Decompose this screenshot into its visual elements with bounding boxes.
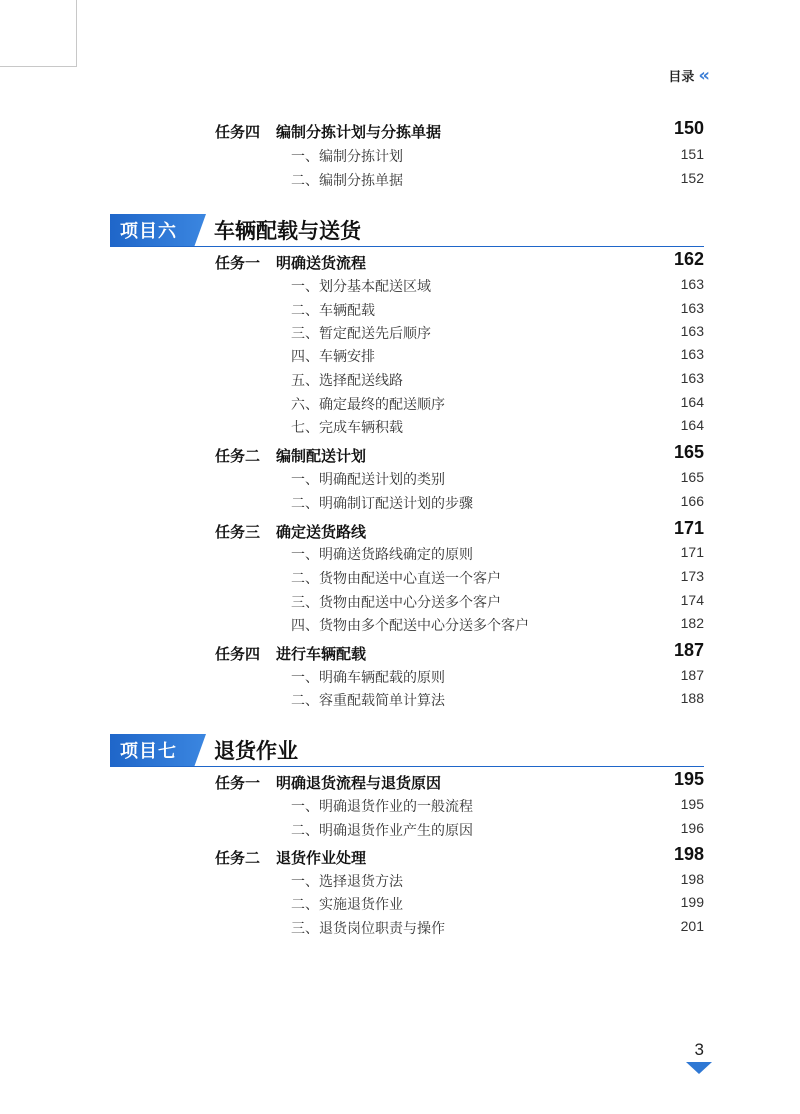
task-label: 任务四 — [215, 123, 261, 141]
task-page-number: 162 — [673, 249, 704, 269]
toc-item[interactable] — [0, 820, 800, 842]
toc-item[interactable] — [0, 493, 800, 515]
item-page-number: 165 — [680, 469, 704, 485]
task-title: 明确送货流程 — [276, 254, 367, 272]
item-page-number: 163 — [680, 300, 704, 316]
item-text: 二、实施退货作业 — [291, 897, 403, 913]
task-page-number: 198 — [673, 844, 704, 864]
toc-item[interactable] — [0, 170, 800, 192]
item-text: 四、车辆安排 — [291, 349, 375, 365]
task-title: 编制分拣计划与分拣单据 — [276, 123, 442, 141]
toc-task[interactable] — [0, 442, 800, 469]
task-page-number: 187 — [673, 640, 704, 660]
item-text: 三、货物由配送中心分送多个客户 — [291, 595, 501, 611]
toc-project[interactable] — [0, 734, 800, 766]
item-text: 四、货物由多个配送中心分送多个客户 — [291, 618, 529, 634]
item-page-number: 201 — [680, 918, 704, 934]
item-page-number: 166 — [680, 493, 704, 509]
item-page-number: 187 — [680, 667, 704, 683]
item-page-number: 173 — [680, 568, 704, 584]
item-text: 二、货物由配送中心直送一个客户 — [291, 571, 501, 587]
toc-item[interactable] — [0, 469, 800, 491]
toc-item[interactable] — [0, 346, 800, 368]
project-badge-text: 项目六 — [120, 221, 177, 242]
item-page-number: 164 — [680, 394, 704, 410]
triangle-down-icon — [686, 1062, 712, 1074]
item-text: 一、选择退货方法 — [291, 874, 403, 890]
item-text: 二、容重配载简单计算法 — [291, 693, 445, 709]
project-title: 退货作业 — [214, 739, 298, 763]
task-label: 任务二 — [215, 447, 261, 465]
task-page-number: 150 — [673, 118, 704, 138]
toc-task[interactable] — [0, 518, 800, 545]
task-label: 任务一 — [215, 774, 261, 792]
item-text: 二、编制分拣单据 — [291, 173, 403, 189]
toc-item[interactable] — [0, 568, 800, 590]
item-text: 五、选择配送线路 — [291, 373, 403, 389]
toc-item[interactable] — [0, 894, 800, 916]
toc-task[interactable] — [0, 118, 800, 145]
item-text: 一、明确退货作业的一般流程 — [291, 799, 473, 815]
toc-project[interactable] — [0, 214, 800, 246]
toc-item[interactable] — [0, 615, 800, 637]
task-page-number: 171 — [673, 518, 704, 538]
item-page-number: 195 — [680, 796, 704, 812]
toc-item[interactable] — [0, 323, 800, 345]
item-page-number: 152 — [680, 170, 704, 186]
item-page-number: 198 — [680, 871, 704, 887]
toc-task[interactable] — [0, 249, 800, 276]
task-page-number: 165 — [673, 442, 704, 462]
toc-item[interactable] — [0, 796, 800, 818]
toc-item[interactable] — [0, 394, 800, 416]
toc-item[interactable] — [0, 667, 800, 689]
item-page-number: 163 — [680, 370, 704, 386]
task-label: 任务一 — [215, 254, 261, 272]
toc-task[interactable] — [0, 640, 800, 667]
toc-task[interactable] — [0, 769, 800, 796]
item-text: 六、确定最终的配送顺序 — [291, 397, 445, 413]
project-title: 车辆配载与送货 — [214, 219, 361, 243]
task-title: 确定送货路线 — [276, 523, 367, 541]
item-text: 一、明确配送计划的类别 — [291, 472, 445, 488]
item-text: 三、暂定配送先后顺序 — [291, 326, 431, 342]
item-text: 二、车辆配载 — [291, 303, 375, 319]
task-page-number: 195 — [673, 769, 704, 789]
toc-item[interactable] — [0, 690, 800, 712]
item-page-number: 196 — [680, 820, 704, 836]
corner-crop-mark — [0, 0, 77, 67]
item-page-number: 163 — [680, 323, 704, 339]
toc-item[interactable] — [0, 300, 800, 322]
task-title: 退货作业处理 — [276, 849, 367, 867]
toc-task[interactable] — [0, 844, 800, 871]
task-title: 编制配送计划 — [276, 447, 367, 465]
item-page-number: 163 — [680, 346, 704, 362]
toc-item[interactable] — [0, 544, 800, 566]
toc-item[interactable] — [0, 918, 800, 940]
item-page-number: 164 — [680, 417, 704, 433]
item-page-number: 174 — [680, 592, 704, 608]
project-badge-text: 项目七 — [120, 741, 177, 762]
toc-item[interactable] — [0, 146, 800, 168]
item-page-number: 163 — [680, 276, 704, 292]
item-page-number: 188 — [680, 690, 704, 706]
item-text: 一、明确送货路线确定的原则 — [291, 547, 473, 563]
task-title: 进行车辆配载 — [276, 645, 367, 663]
toc-item[interactable] — [0, 871, 800, 893]
running-header — [668, 66, 704, 85]
double-chevron-left-icon: « — [698, 64, 704, 86]
item-text: 七、完成车辆积载 — [291, 420, 403, 436]
header-title: 目录 — [668, 70, 695, 85]
page-number: 3 — [694, 1040, 704, 1059]
item-text: 二、明确退货作业产生的原因 — [291, 823, 473, 839]
toc-item[interactable] — [0, 370, 800, 392]
item-text: 三、退货岗位职责与操作 — [291, 921, 445, 937]
item-page-number: 171 — [680, 544, 704, 560]
toc-item[interactable] — [0, 417, 800, 439]
toc-item[interactable] — [0, 592, 800, 614]
item-page-number: 199 — [680, 894, 704, 910]
toc-item[interactable] — [0, 276, 800, 298]
item-page-number: 182 — [680, 615, 704, 631]
item-text: 一、划分基本配送区域 — [291, 279, 431, 295]
item-text: 一、编制分拣计划 — [291, 149, 403, 165]
task-label: 任务三 — [215, 523, 261, 541]
task-label: 任务四 — [215, 645, 261, 663]
task-title: 明确退货流程与退货原因 — [276, 774, 442, 792]
task-label: 任务二 — [215, 849, 261, 867]
item-page-number: 151 — [680, 146, 704, 162]
item-text: 一、明确车辆配载的原则 — [291, 670, 445, 686]
project-divider — [110, 246, 704, 247]
project-divider — [110, 766, 704, 767]
item-text: 二、明确制订配送计划的步骤 — [291, 496, 473, 512]
